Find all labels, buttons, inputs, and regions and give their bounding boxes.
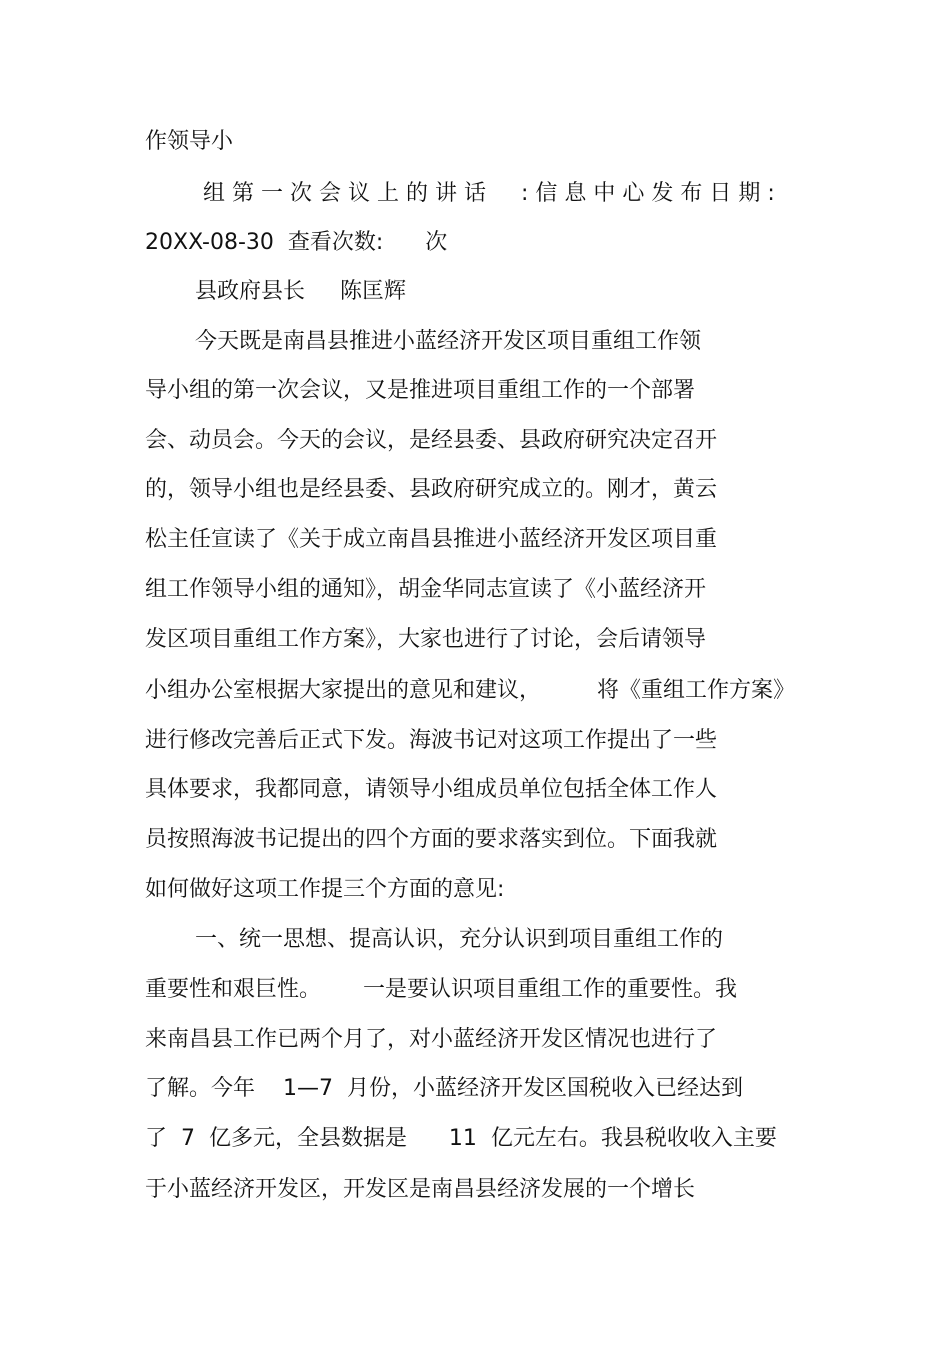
text-line: 来南昌县工作已两个月了，对小蓝经济开发区情况也进行了 [145,1027,718,1052]
section-heading-line: 一、统一思想、提高认识，充分认识到项目重组工作的 [195,927,724,952]
text-line: 组工作领导小组的通知》，胡金华同志宣读了《小蓝经济开 [145,577,707,602]
text-line: 组第一次会议上的讲话 :信息中心发布日期: [203,181,782,206]
text-line: 如何做好这项工作提三个方面的意见: [145,877,505,902]
text-line: 20XX-08-30 查看次数: 次 [145,230,448,255]
text-line: 重要性和艰巨性。 一是要认识项目重组工作的重要性。我 [145,977,737,1002]
text-line: 导小组的第一次会议，又是推进项目重组工作的一个部署 [145,378,696,403]
author-line: 县政府县长 陈匡辉 [195,279,406,304]
text-line: 发区项目重组工作方案》，大家也进行了讨论，会后请领导 [145,627,707,652]
text-line: 会、动员会。今天的会议，是经县委、县政府研究决定召开 [145,428,718,453]
text-line: 了 7 亿多元，全县数据是 11 亿元左右。我县税收收入主要 [145,1126,777,1151]
text-line: 的，领导小组也是经县委、县政府研究成立的。刚才，黄云 [145,477,718,502]
text-line: 今天既是南昌县推进小蓝经济开发区项目重组工作领 [195,329,702,354]
text-line: 具体要求，我都同意，请领导小组成员单位包括全体工作人 [145,777,718,802]
text-line: 进行修改完善后正式下发。海波书记对这项工作提出了一些 [145,728,718,753]
text-line: 于小蓝经济开发区，开发区是南昌县经济发展的一个增长 [145,1177,696,1202]
text-line: 作领导小 [145,129,234,154]
text-line: 松主任宣读了《关于成立南昌县推进小蓝经济开发区项目重 [145,527,718,552]
text-line: 了解。今年 1—7 月份，小蓝经济开发区国税收入已经达到 [145,1076,743,1101]
text-line: 员按照海波书记提出的四个方面的要求落实到位。下面我就 [145,827,718,852]
text-line: 小组办公室根据大家提出的意见和建议， 将《重组工作方案》 [145,678,795,703]
